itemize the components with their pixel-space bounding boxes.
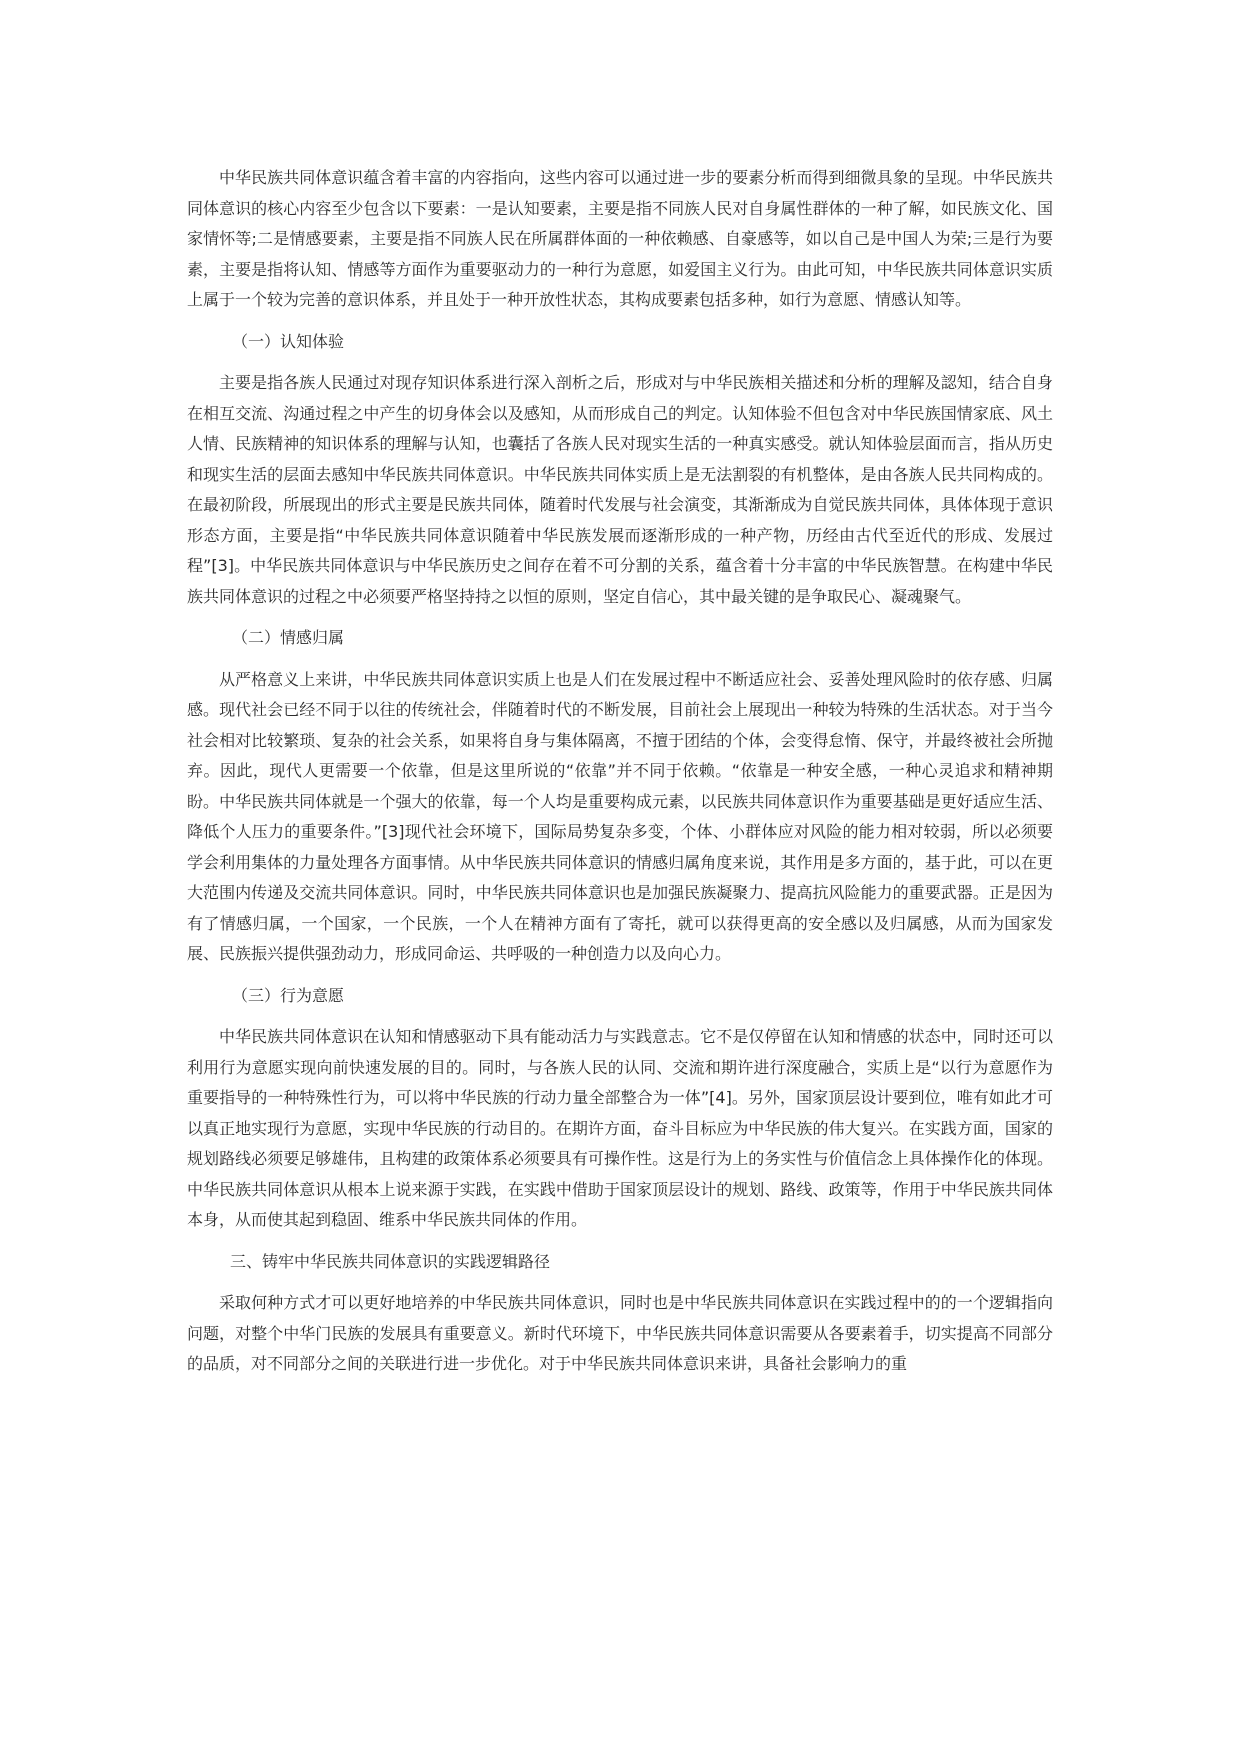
- paragraph-emotion: 从严格意义上来讲，中华民族共同体意识实质上也是人们在发展过程中不断适应社会、妥善处理风险时的依存感、归属感。现代社会已经不同于以往的传统社会，伴随着时代的不断发展，目前社会上展现出一种较为特殊的生活状态。对于当今社会相对比较繁琐、复杂的社会关系，如果将自身与集体隔离，不擅于团结的个体，会变得怠惰、保守，并最终被社会所抛弃。因此，现代人更需要一个依靠，但是这里所说的“依靠”并不同于依赖。“依靠是一种安全感，一种心灵追求和精神期盼。中华民族共同体就是一个强大的依靠，每一个人均是重要构成元素，以民族共同体意识作为重要基础是更好适应生活、降低个人压力的重要条件。”[3]现代社会环境下，国际局势复杂多变，个体、小群体应对风险的能力相对较弱，所以必须要学会利用集体的力量处理各方面事情。从中华民族共同体意识的情感归属角度来说，其作用是多方面的，基于此，可以在更大范围内传递及交流共同体意识。同时，中华民族共同体意识也是加强民族凝聚力、提高抗风险能力的重要武器。正是因为有了情感归属，一个国家，一个民族，一个人在精神方面有了寄托，就可以获得更高的安全感以及归属感，从而为国家发展、民族振兴提供强劲动力，形成同命运、共呼吸的一种创造力以及向心力。: [187, 669, 1053, 963]
- paragraph-behavior: 中华民族共同体意识在认知和情感驱动下具有能动活力与实践意志。它不是仅停留在认知和情感的状态中，同时还可以利用行为意愿实现向前快速发展的目的。同时，与各族人民的认同、交流和期许进行深度融合，实质上是“以行为意愿作为重要指导的一种特殊性行为，可以将中华民族的行动力量全部整合为一体”[4]。另外，国家顶层设计要到位，唯有如此才可以真正地实现行为意愿，实现中华民族的行动目的。在期许方面，奋斗目标应为中华民族的伟大复兴。在实践方面，国家的规划路线必须要足够雄伟，且构建的政策体系必须要具有可操作性。这是行为上的务实性与价值信念上具体操作化的体现。中华民族共同体意识从根本上说来源于实践，在实践中借助于国家顶层设计的规划、路线、政策等，作用于中华民族共同体本身，从而使其起到稳固、维系中华民族共同体的作用。: [187, 1027, 1053, 1229]
- section-heading-practice: 三、铸牢中华民族共同体意识的实践逻辑路径: [230, 1251, 551, 1271]
- paragraph-intro: 中华民族共同体意识蕴含着丰富的内容指向，这些内容可以通过进一步的要素分析而得到细微具象的呈现。中华民族共同体意识的核心内容至少包含以下要素：一是认知要素，主要是指不同族人民对自身属性群体的一种了解，如民族文化、国家情怀等;二是情感要素，主要是指不同族人民在所属群体面的一种依赖感、自豪感等，如以自己是中国人为荣;三是行为要素，主要是指将认知、情感等方面作为重要驱动力的一种行为意愿，如爱国主义行为。由此可知，中华民族共同体意识实质上属于一个较为完善的意识体系，并且处于一种开放性状态，其构成要素包括多种，如行为意愿、情感认知等。: [187, 168, 1053, 309]
- section-heading-cognition: （一）认知体验: [232, 331, 345, 351]
- paragraph-cognition: 主要是指各族人民通过对现存知识体系进行深入剖析之后，形成对与中华民族相关描述和分析的理解及認知，结合自身在相互交流、沟通过程之中产生的切身体会以及感知，从而形成自己的判定。认知体验不但包含对中华民族国情家底、风土人情、民族精神的知识体系的理解与认知，也囊括了各族人民对现实生活的一种真实感受。就认知体验层面而言，指从历史和现实生活的层面去感知中华民族共同体意识。中华民族共同体实质上是无法割裂的有机整体，是由各族人民共同构成的。在最初阶段，所展现出的形式主要是民族共同体，随着时代发展与社会演变，其渐渐成为自觉民族共同体，具体体现于意识形态方面，主要是指“中华民族共同体意识随着中华民族发展而逐渐形成的一种产物，历经由古代至近代的形成、发展过程”[3]。中华民族共同体意识与中华民族历史之间存在着不可分割的关系，蕴含着十分丰富的中华民族智慧。在构建中华民族共同体意识的过程之中必须要严格坚持持之以恒的原则，坚定自信心，其中最关键的是争取民心、凝魂聚气。: [187, 373, 1053, 606]
- section-heading-emotion: （二）情感归属: [232, 628, 345, 647]
- section-heading-behavior: （三）行为意愿: [232, 985, 345, 1005]
- document-body: [187, 163, 1053, 1391]
- paragraph-practice: 采取何种方式才可以更好地培养的中华民族共同体意识，同时也是中华民族共同体意识在实践过程中的的一个逻辑指向问题，对整个中华门民族的发展具有重要意义。新时代环境下，中华民族共同体意识需要从各要素着手，切实提高不同部分的品质，对不同部分之间的关联进行进一步优化。对于中华民族共同体意识来讲，具备社会影响力的重: [187, 1293, 1053, 1373]
